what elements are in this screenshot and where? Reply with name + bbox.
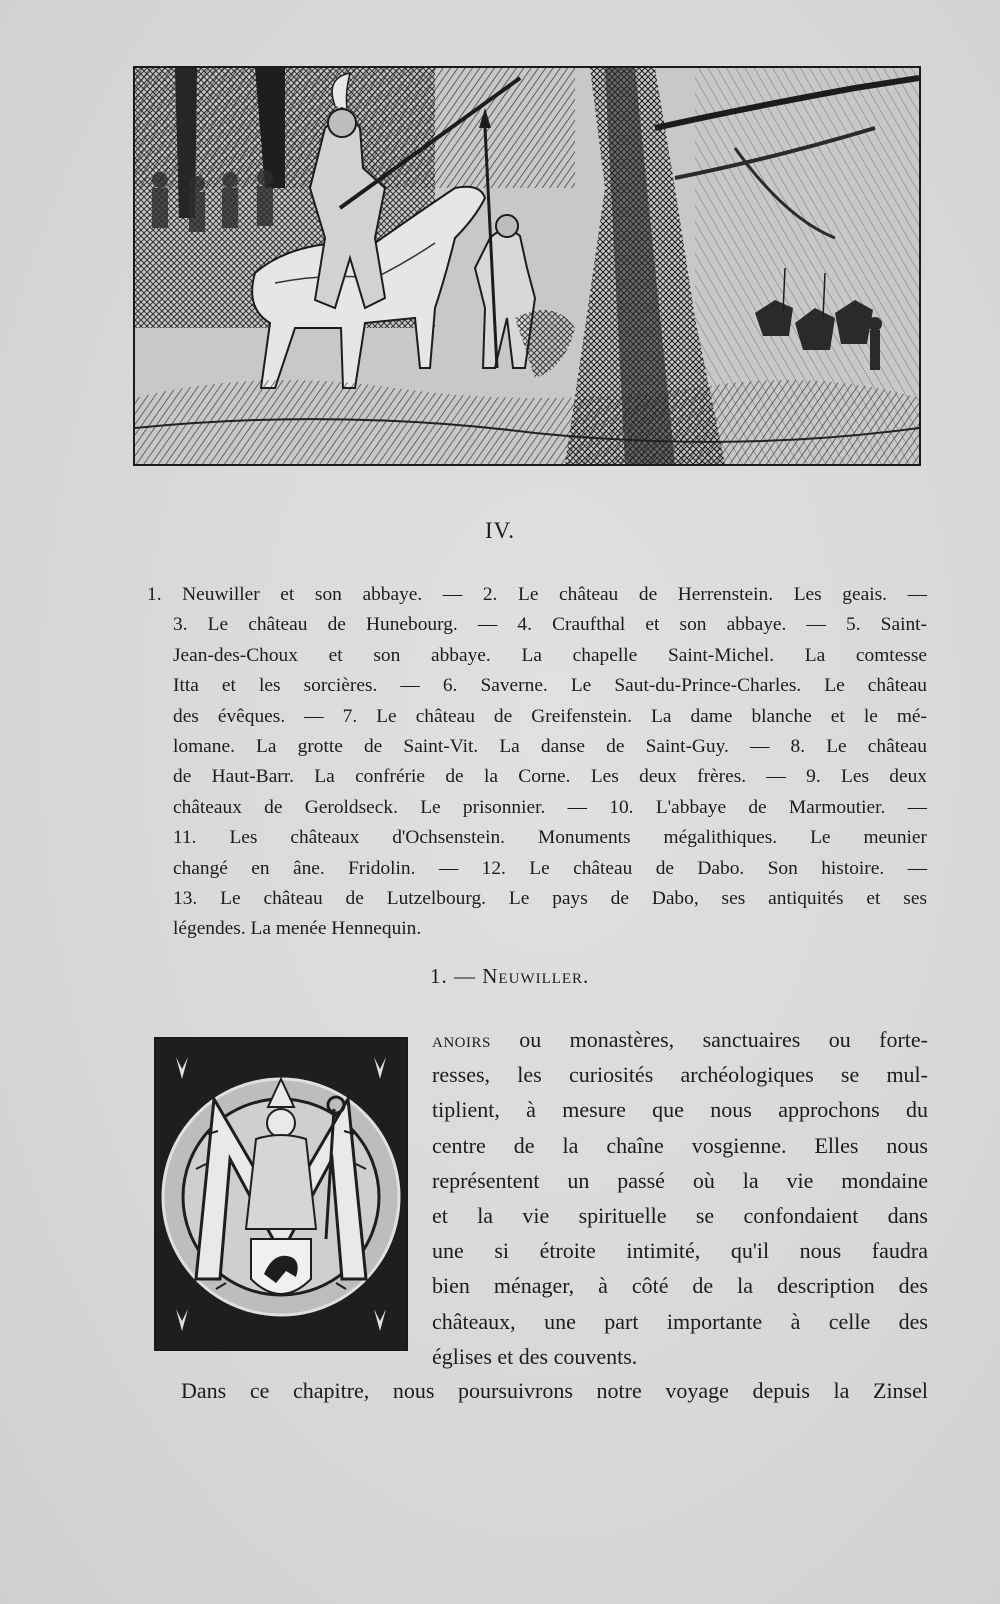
summary-line: châteaux de Geroldseck. Le prisonnier. — 10. L'abbaye de Marmoutier. —	[173, 796, 927, 818]
section-number: 1. —	[430, 964, 476, 988]
chapter-number: IV.	[484, 518, 516, 543]
summary-line: Jean-des-Choux et son abbaye. La chapelle Saint-Michel. La comtesse	[173, 644, 927, 666]
body-line: et la vie spirituelle se confondaient dans	[432, 1203, 928, 1229]
summary-line: 3. Le château de Hunebourg. — 4. Craufthal et son abbaye. — 5. Saint-	[173, 614, 927, 636]
summary-line: des évêques. — 7. Le château de Greifenstein. La dame blanche et le mé-	[173, 705, 927, 727]
summary-line: lomane. La grotte de Saint-Vit. La danse de Saint-Guy. — 8. Le château	[173, 736, 927, 758]
chapter-summary	[147, 580, 927, 945]
body-text	[432, 1022, 928, 1374]
summary-line: 11. Les châteaux d'Ochsenstein. Monuments mégalithiques. Le meunier	[173, 827, 927, 849]
body-line: centre de la chaîne vosgienne. Elles nous	[432, 1132, 928, 1158]
body-line: églises et des couvents.	[432, 1343, 638, 1369]
body-line	[432, 1022, 928, 1057]
lead-word: anoirs	[432, 1027, 491, 1052]
first-line-rest: ou monastères, sanctuaires ou forte-	[490, 1027, 928, 1052]
section-heading	[430, 964, 589, 989]
forest-knights-engraving	[133, 66, 921, 466]
summary-line: 13. Le château de Lutzelbourg. Le pays de Dabo, ses antiquités et ses	[173, 888, 927, 910]
body-final-line: Dans ce chapitre, nous poursuivrons notre voyage depuis la Zinsel	[181, 1378, 928, 1403]
ornamental-initial-M-bishop-seal	[154, 1037, 408, 1351]
body-line: bien ménager, à côté de la description des	[432, 1273, 928, 1299]
summary-line: légendes. La menée Hennequin.	[173, 918, 422, 940]
summary-line: 1. Neuwiller et son abbaye. — 2. Le château de Herrenstein. Les geais. —	[147, 584, 927, 605]
body-line: tiplient, à mesure que nous approchons du	[432, 1097, 928, 1123]
summary-line: changé en âne. Fridolin. — 12. Le château de Dabo. Son histoire. —	[173, 857, 927, 879]
body-line: une si étroite intimité, qu'il nous faudra	[432, 1238, 928, 1264]
body-line: représentent un passé où la vie mondaine	[432, 1167, 928, 1193]
section-title: Neuwiller.	[482, 964, 590, 988]
summary-line: Itta et les sorcières. — 6. Saverne. Le Saut-du-Prince-Charles. Le château	[173, 675, 927, 697]
body-line: resses, les curiosités archéologiques se mul-	[432, 1062, 928, 1088]
summary-line: de Haut-Barr. La confrérie de la Corne. Les deux frères. — 9. Les deux	[173, 766, 927, 788]
body-line: châteaux, une part importante à celle des	[432, 1308, 928, 1334]
